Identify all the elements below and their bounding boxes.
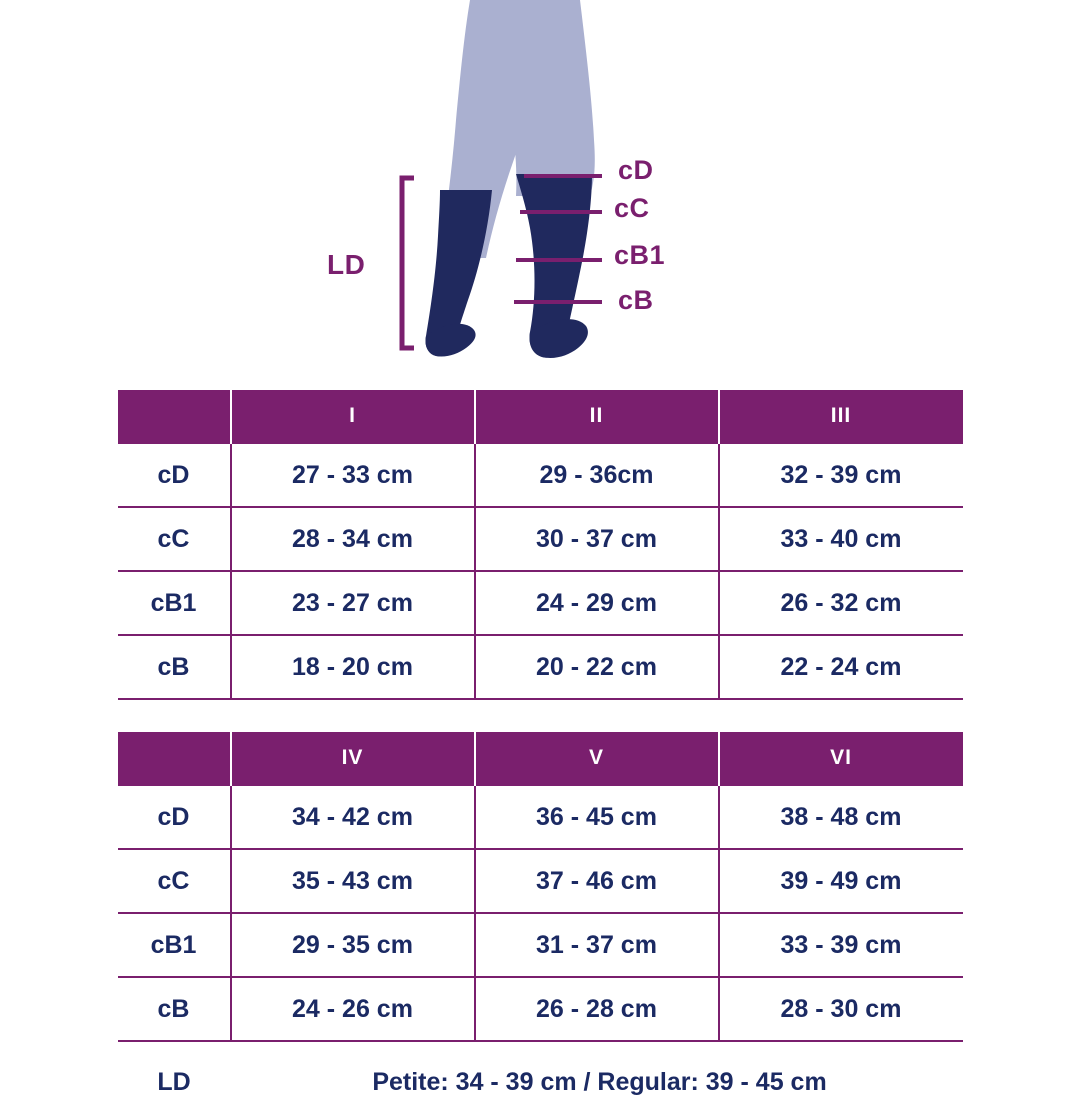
cell-value: 28 - 34 cm [231, 507, 475, 571]
size-table-2-wrap [0, 732, 1080, 1042]
table-row [118, 635, 963, 699]
table2-col-IV: IV [231, 732, 475, 785]
cell-value: 29 - 36cm [475, 443, 719, 507]
cell-value: 24 - 29 cm [475, 571, 719, 635]
row-label: cB [118, 977, 231, 1041]
cell-value: 22 - 24 cm [719, 635, 963, 699]
cell-value: 30 - 37 cm [475, 507, 719, 571]
label-cD: cD [618, 155, 654, 185]
table2-corner-cell [118, 732, 231, 785]
table-row [118, 571, 963, 635]
cell-value: 26 - 28 cm [475, 977, 719, 1041]
ld-bracket [402, 178, 414, 348]
cell-value: 34 - 42 cm [231, 785, 475, 849]
cell-value: 29 - 35 cm [231, 913, 475, 977]
cell-value: 33 - 39 cm [719, 913, 963, 977]
table-header-row [118, 732, 963, 785]
cell-value: 20 - 22 cm [475, 635, 719, 699]
table-spacer [0, 700, 1080, 732]
front-sock-shape [516, 174, 592, 358]
label-LD: LD [327, 249, 366, 280]
leg-illustration [0, 0, 1080, 390]
table-row [118, 443, 963, 507]
table-row [118, 977, 963, 1041]
cell-value: 38 - 48 cm [719, 785, 963, 849]
table1-col-I: I [231, 390, 475, 443]
cell-value: 18 - 20 cm [231, 635, 475, 699]
cell-value: 31 - 37 cm [475, 913, 719, 977]
label-cB: cB [618, 285, 654, 315]
cell-value: 28 - 30 cm [719, 977, 963, 1041]
row-label: cB [118, 635, 231, 699]
size-table-2 [118, 732, 963, 1042]
label-cC: cC [614, 193, 650, 223]
table1-col-II: II [475, 390, 719, 443]
row-label: cC [118, 507, 231, 571]
cell-value: 27 - 33 cm [231, 443, 475, 507]
cell-value: 36 - 45 cm [475, 785, 719, 849]
table-row [118, 785, 963, 849]
row-label: cB1 [118, 571, 231, 635]
cell-value: 39 - 49 cm [719, 849, 963, 913]
table1-col-III: III [719, 390, 963, 443]
table2-col-V: V [475, 732, 719, 785]
size-table-1 [118, 390, 963, 700]
row-label: cD [118, 443, 231, 507]
leg-diagram-svg [0, 0, 1080, 390]
cell-value: 37 - 46 cm [475, 849, 719, 913]
row-label: cC [118, 849, 231, 913]
cell-value: 35 - 43 cm [231, 849, 475, 913]
ld-footnote-value: Petite: 34 - 39 cm / Regular: 39 - 45 cm [372, 1068, 827, 1096]
back-sock-shape [425, 190, 492, 357]
cell-value: 23 - 27 cm [231, 571, 475, 635]
table1-corner-cell [118, 390, 231, 443]
table-row [118, 849, 963, 913]
table-row [118, 913, 963, 977]
row-label: cB1 [118, 913, 231, 977]
cell-value: 24 - 26 cm [231, 977, 475, 1041]
table-header-row [118, 390, 963, 443]
row-label: cD [118, 785, 231, 849]
cell-value: 33 - 40 cm [719, 507, 963, 571]
table2-col-VI: VI [719, 732, 963, 785]
ld-footnote [118, 1068, 963, 1097]
ld-footnote-key: LD [157, 1068, 191, 1096]
cell-value: 32 - 39 cm [719, 443, 963, 507]
label-cB1: cB1 [614, 240, 666, 270]
size-table-1-wrap [0, 390, 1080, 700]
cell-value: 26 - 32 cm [719, 571, 963, 635]
table-row [118, 507, 963, 571]
